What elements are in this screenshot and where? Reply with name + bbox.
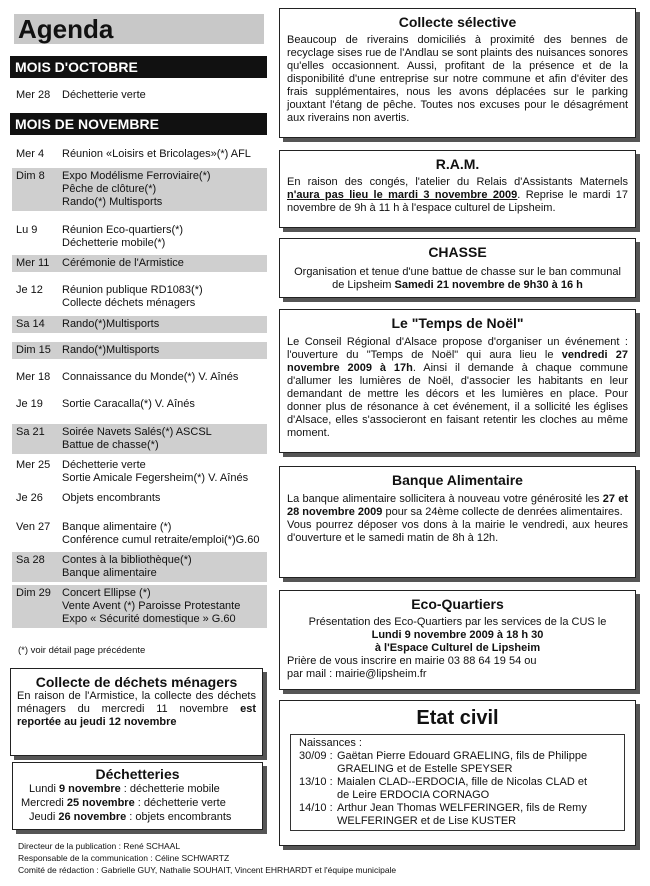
agenda-event: Vente Avent (*) Paroisse Protestante <box>62 600 241 612</box>
agenda-row <box>12 255 267 272</box>
agenda-event: Battue de chasse(*) <box>62 439 159 451</box>
birth-text: Gaëtan Pierre Edouard GRAELING, fils de Philippe <box>337 750 588 762</box>
agenda-date: Mer 18 <box>16 371 51 383</box>
agenda-row <box>12 316 267 333</box>
temps-noel-bold: vendredi 27 novembre 2009 à 17h <box>287 349 629 374</box>
banque-text: La banque alimentaire sollicitera à nouveau votre générosité les <box>287 493 600 505</box>
agenda-event: Sortie Amicale Fegersheim(*) V. Aînés <box>62 472 249 484</box>
agenda-row <box>12 89 267 102</box>
birth-text: WELFERINGER et de Lise KUSTER <box>337 815 517 827</box>
agenda-row <box>12 369 267 386</box>
birth-text: GRAELING et de Estelle SPEYSER <box>337 763 513 775</box>
naissances-list <box>290 734 625 831</box>
birth-date: 30/09 : <box>299 750 333 762</box>
agenda-event: Objets encombrants <box>62 492 161 504</box>
agenda-date: Mer 4 <box>16 148 45 160</box>
eco-bold2: à l'Espace Culturel de Lipsheim <box>374 642 541 654</box>
agenda-event: Banque alimentaire (*) <box>62 521 172 533</box>
temps-noel-title: Le "Temps de Noël" <box>391 315 524 331</box>
footer-line: Directeur de la publication : René SCHAAL <box>18 841 181 851</box>
birth-entry <box>299 776 616 802</box>
agenda-date: Lu 9 <box>16 224 38 236</box>
ram-text2: . Reprise le mardi 17 novembre de 9h à 11 h à l'espace culturel de Lipsheim. <box>287 189 628 214</box>
agenda-row <box>12 168 267 211</box>
agenda-row <box>12 222 267 252</box>
agenda-date: Dim 15 <box>16 344 51 356</box>
footer-line: Comité de rédaction : Gabrielle GUY, Nathalie SOUHAIT, Vincent EHRHARDT et l'équipe municipale <box>18 865 397 875</box>
agenda-date: Je 26 <box>16 492 43 504</box>
agenda-event: Rando(*)Multisports <box>62 318 160 330</box>
agenda-row <box>12 424 267 454</box>
agenda-event: Déchetterie mobile(*) <box>62 237 166 249</box>
agenda-row <box>12 490 267 507</box>
footer-line: Responsable de la communication : Céline SCHWARTZ <box>18 853 230 863</box>
november-header: MOIS DE NOVEMBRE <box>10 113 267 135</box>
ram-title: R.A.M. <box>435 156 480 172</box>
eco-quartiers-box <box>279 590 636 690</box>
temps-noel-text2: . Ainsi il demande à chaque commune d'allumer les lumières de Noël, d'associer les habitants en leur demandant de mettre les décors et les lumières en place. Pour donner plus de résonance à cet événement, il a sollicité les églises d'Alsace, elles s'associeront en faisant retentir les cloches au même moment. <box>287 362 628 439</box>
dechetterie-date: 25 novembre <box>66 797 135 809</box>
chasse-bold: Samedi 21 novembre de 9h30 à 16 h <box>394 279 583 291</box>
agenda-row <box>12 552 267 582</box>
ram-text: En raison des congés, l'atelier du Relais d'Assistants Maternels <box>287 176 628 188</box>
dechetteries-title: Déchetteries <box>95 766 180 782</box>
agenda-date: Sa 21 <box>16 426 45 438</box>
eco-line1: Présentation des Eco-Quartiers par les services de la CUS le <box>308 616 607 628</box>
agenda-event: Pêche de clôture(*) <box>62 183 157 195</box>
birth-entry <box>299 750 616 776</box>
agenda-row <box>12 585 267 628</box>
agenda-date: Je 12 <box>16 284 43 296</box>
eco-line2: Prière de vous inscrire en mairie 03 88 64 19 54 ou <box>287 655 537 667</box>
etat-civil-box <box>279 700 636 846</box>
agenda-event: Rando(*) Multisports <box>62 196 163 208</box>
banque-box <box>279 466 636 578</box>
agenda-event: Soirée Navets Salés(*) ASCSL <box>62 426 212 438</box>
agenda-date: Dim 8 <box>16 170 45 182</box>
birth-text: Arthur Jean Thomas WELFERINGER, fils de Remy <box>337 802 587 814</box>
agenda-date: Mer 28 <box>16 89 51 101</box>
agenda-event: Expo « Sécurité domestique » G.60 <box>62 613 236 625</box>
temps-noel-box <box>279 309 636 453</box>
chasse-title: CHASSE <box>428 244 487 260</box>
agenda-date: Sa 14 <box>16 318 45 330</box>
eco-title: Eco-Quartiers <box>411 596 504 612</box>
agenda-event: Collecte déchets ménagers <box>62 297 196 309</box>
agenda-event: Banque alimentaire <box>62 567 157 579</box>
agenda-row <box>12 282 267 312</box>
agenda-date: Mer 11 <box>16 257 50 269</box>
agenda-event: Déchetterie verte <box>62 459 146 471</box>
ram-box <box>279 150 636 228</box>
agenda-date: Mer 25 <box>16 459 51 471</box>
dechetterie-date: 9 novembre <box>58 783 121 795</box>
agenda-date: Je 19 <box>16 398 43 410</box>
agenda-event: Concert Ellipse (*) <box>62 587 151 599</box>
agenda-event: Cérémonie de l'Armistice <box>62 257 184 269</box>
banque-title: Banque Alimentaire <box>392 472 523 488</box>
agenda-date: Dim 29 <box>16 587 51 599</box>
eco-bold1: Lundi 9 novembre 2009 à 18 h 30 <box>371 629 544 641</box>
agenda-row <box>12 342 267 359</box>
collecte-menagers-bold: est reportée au jeudi 12 novembre <box>17 703 256 728</box>
dechetterie-type: : déchetterie verte <box>134 797 226 809</box>
dechetterie-day: Mercredi <box>21 797 67 809</box>
dechetterie-line <box>21 782 254 796</box>
collecte-selective-title: Collecte sélective <box>398 14 517 30</box>
banque-text2: pour sa 24ème collecte de denrées alimentaires. <box>385 506 623 518</box>
chasse-text: Organisation et tenue d'une battue de chasse sur le ban communal de Lipsheim <box>294 266 621 291</box>
temps-noel-text: Le Conseil Régional d'Alsace propose d'organiser un événement : l'ouverture du "Temps de Noël" qui aura lieu le <box>287 336 628 361</box>
collecte-selective-text: Beaucoup de riverains domiciliés à proximité des bennes de recyclage sises rue de l'Andlau se sont plaints des nuisances sonores qu'elles occasionnent. Aussi, profitant de la présence et de la disponibilité d'une entreprise sur notre commune et afin d'éviter des frais supplémentaires, nous les avons déplacées sur le parking jouxtant l'étang de pêche. Toutes nos excuses pour le désagrément aux riverains non avertis. <box>287 34 628 124</box>
dechetterie-type: : déchetterie mobile <box>120 783 220 795</box>
agenda-title: Agenda <box>14 14 264 44</box>
agenda-event: Conférence cumul retraite/emploi(*)G.60 <box>62 534 260 546</box>
agenda-row <box>12 519 267 549</box>
birth-date: 13/10 : <box>299 776 333 788</box>
agenda-event: Réunion publique RD1083(*) <box>62 284 203 296</box>
ram-bold: n'aura pas lieu le mardi 3 novembre 2009 <box>287 189 518 201</box>
dechetteries-box <box>12 762 263 830</box>
etat-civil-title: Etat civil <box>416 707 499 729</box>
agenda-row <box>12 457 267 487</box>
birth-text: Maialen CLAD--ERDOCIA, fille de Nicolas CLAD et <box>337 776 588 788</box>
agenda-event: Connaissance du Monde(*) V. Aînés <box>62 371 239 383</box>
agenda-event: Contes à la bibliothèque(*) <box>62 554 192 566</box>
banque-text3: Vous pourrez déposer vos dons à la mairie le vendredi, aux heures d'ouverture et le samedi matin de 8h à 12h. <box>287 519 628 544</box>
collecte-menagers-box <box>10 668 263 756</box>
agenda-event: Expo Modélisme Ferroviaire(*) <box>62 170 211 182</box>
agenda-row <box>12 146 267 163</box>
collecte-selective-box <box>279 8 636 138</box>
chasse-box <box>279 238 636 298</box>
eco-line3: par mail : mairie@lipsheim.fr <box>287 668 427 680</box>
agenda-event: Sortie Caracalla(*) V. Aînés <box>62 398 195 410</box>
agenda-event: Réunion Eco-quartiers(*) <box>62 224 184 236</box>
collecte-menagers-title: Collecte de déchets ménagers <box>35 674 238 690</box>
agenda-event: Rando(*)Multisports <box>62 344 160 356</box>
banque-bold: 27 et 28 novembre 2009 <box>287 493 628 518</box>
agenda-date: Sa 28 <box>16 554 45 566</box>
agenda-date: Ven 27 <box>16 521 51 533</box>
agenda-event: Déchetterie verte <box>62 89 146 101</box>
dechetterie-day: Jeudi <box>29 811 59 823</box>
birth-date: 14/10 : <box>299 802 333 814</box>
dechetterie-line <box>21 796 254 810</box>
dechetterie-line <box>21 810 254 824</box>
agenda-row <box>12 396 267 413</box>
agenda-note: (*) voir détail page précédente <box>18 645 146 656</box>
dechetterie-day: Lundi <box>29 783 59 795</box>
agenda-event: Réunion «Loisirs et Bricolages»(*) AFL <box>62 148 251 160</box>
october-header: MOIS D'OCTOBRE <box>10 56 267 78</box>
birth-entry <box>299 802 616 828</box>
dechetterie-type: : objets encombrants <box>126 811 232 823</box>
dechetterie-date: 26 novembre <box>58 811 127 823</box>
collecte-menagers-text: En raison de l'Armistice, la collecte des déchets ménagers du mercredi 11 novembre <box>17 690 256 715</box>
birth-text: de Leire ERDOCIA CORNAGO <box>337 789 490 801</box>
naissances-label: Naissances : <box>299 737 362 749</box>
